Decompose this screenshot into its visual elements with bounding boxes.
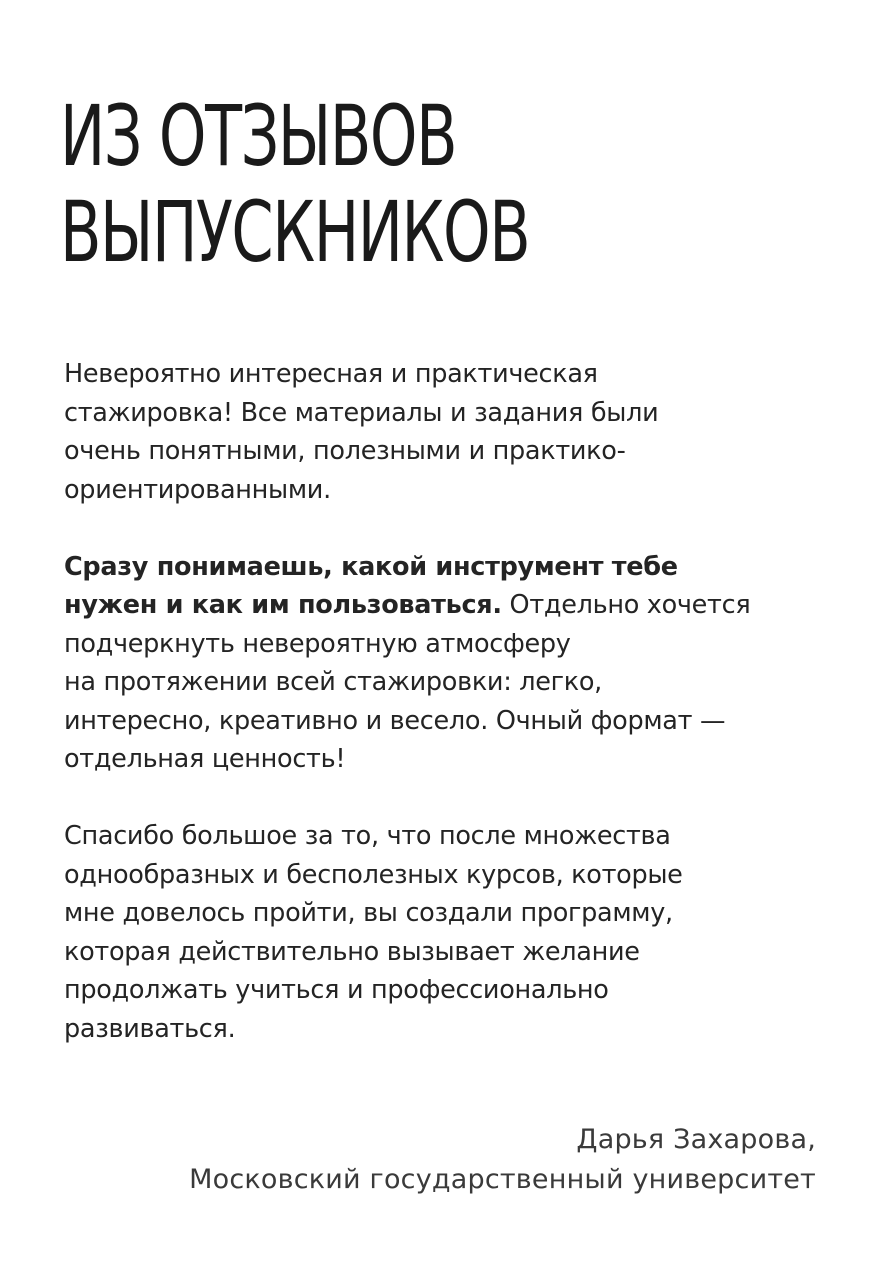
author-organization: Московский государственный университет xyxy=(189,1164,816,1195)
text-line: отдельная ценность! xyxy=(64,744,346,774)
text-line: однообразных и бесполезных курсов, которые xyxy=(64,859,683,890)
testimonial-paragraph-1 xyxy=(64,355,834,509)
text-line: стажировка! Все материалы и задания были xyxy=(64,397,659,428)
highlight-text-line: Сразу понимаешь, какой инструмент тебе xyxy=(64,551,678,582)
text-line: развиваться. xyxy=(64,1013,236,1044)
highlight-text: нужен и как им пользоваться. xyxy=(64,590,502,620)
text-fragment: Отдельно хочется xyxy=(501,590,751,620)
text-line: Спасибо большое за то, что после множества xyxy=(64,821,671,851)
author-signature xyxy=(189,1120,816,1200)
testimonial-body xyxy=(64,355,834,1087)
text-line: продолжать учиться и профессионально xyxy=(64,975,609,1005)
text-line: Невероятно интересная и практическая xyxy=(64,359,598,389)
text-line: интересно, креативно и весело. Очный формат — xyxy=(64,705,726,736)
text-line: которая действительно вызывает желание xyxy=(64,936,640,967)
text-line xyxy=(64,586,834,625)
text-line: подчеркнуть невероятную атмосферу xyxy=(64,628,571,659)
page-title xyxy=(60,88,529,280)
testimonial-paragraph-3 xyxy=(64,817,834,1048)
text-line: мне довелось пройти, вы создали программу, xyxy=(64,898,673,928)
page-title-line-1: ИЗ ОТЗЫВОВ xyxy=(60,87,457,185)
text-line: очень понятными, полезными и практико- xyxy=(64,436,626,466)
text-line: ориентированными. xyxy=(64,474,331,505)
text-line: на протяжении всей стажировки: легко, xyxy=(64,667,602,697)
author-name: Дарья Захарова, xyxy=(576,1124,816,1155)
page-title-line-2: ВЫПУСКНИКОВ xyxy=(60,183,530,281)
testimonial-paragraph-2 xyxy=(64,548,834,779)
